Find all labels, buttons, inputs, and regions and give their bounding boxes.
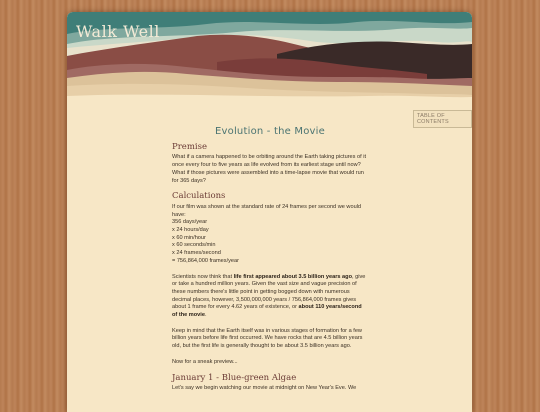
life-origin-paragraph — [172, 274, 368, 320]
premise-heading: Premise — [172, 141, 207, 152]
calc-line: x 24 hours/day — [172, 227, 209, 234]
calc-line: x 60 min/hour — [172, 234, 206, 241]
emphasis-text: life first appeared about 3.5 billion years ago — [233, 273, 352, 280]
text-run: Scientists now think that — [172, 273, 234, 280]
calc-line: = 756,864,000 frames/year — [172, 257, 240, 264]
calc-line: x 60 seconds/min — [172, 242, 216, 249]
premise-text: What if a camera happened to be orbiting around the Earth taking pictures of it once every four to five years as life evolved from its earliest stage until now? What if those pictures were assembled into a time-lapse movie that would run for 365 days? — [172, 154, 367, 184]
emphasis-text: about 110 years/second of the movie — [172, 304, 362, 319]
january-heading: January 1 - Blue-green Algae — [172, 372, 297, 383]
calculations-intro: If our film was shown at the standard rate of 24 frames per second we would have: — [172, 203, 362, 218]
page-container — [67, 12, 472, 412]
header-banner — [67, 12, 472, 104]
calc-line: x 24 frames/second — [172, 250, 221, 257]
calc-line: 356 days/year — [172, 219, 208, 226]
sneak-preview-text: Now for a sneak preview... — [172, 358, 238, 365]
text-run: , give or take a hundred million years. Given the vast size and vague precision of these numbers there's little point in getting bogged down with numerous decimal places, however, 3,500,000,000 years / 756,864,000 frames gives about 1 frame for every 4.62 years of existence, or — [172, 273, 366, 311]
table-of-contents-link[interactable]: TABLE OF CONTENTS — [413, 110, 472, 128]
site-title[interactable]: Walk Well — [76, 22, 160, 41]
calculations-block — [172, 204, 368, 266]
calculations-heading: Calculations — [172, 191, 226, 202]
text-run: . — [204, 312, 207, 319]
january-text: Let's say we begin watching our movie at midnight on New Year's Eve. We — [172, 385, 357, 392]
page-title: Evolution - the Movie — [215, 126, 325, 137]
earth-age-paragraph: Keep in mind that the Earth itself was in various stages of formation for a few billion years before life first occurred. We have rocks that are 4.5 billion years old, but the first life is generally thought to be about 3.5 billion years ago. — [172, 327, 363, 350]
article-content — [172, 124, 368, 401]
